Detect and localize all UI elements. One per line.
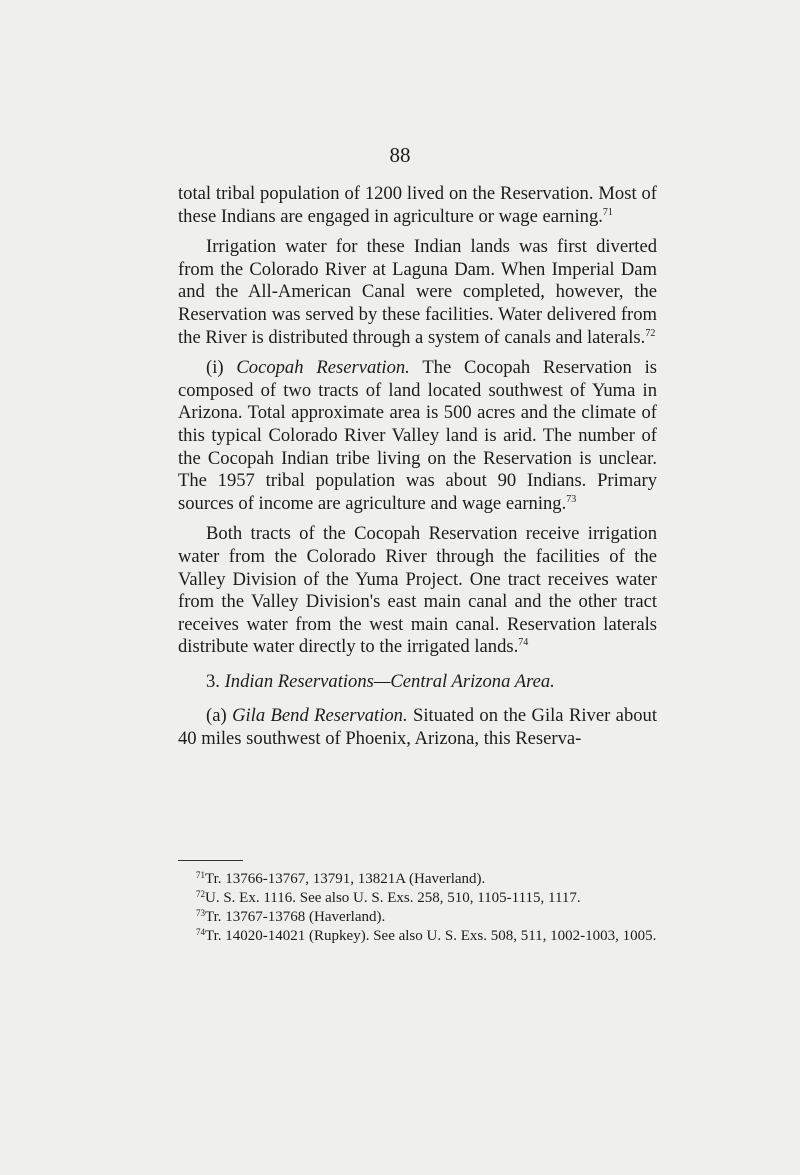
paragraph-3-title: Cocopah Reservation.: [236, 357, 410, 379]
footnote-71: [178, 870, 657, 889]
footnote-72: [178, 889, 657, 908]
paragraph-3: [178, 357, 657, 515]
footnote-71-text: Tr. 13766-13767, 13791, 13821A (Haverland).: [205, 871, 486, 887]
footnote-ref-71: 71: [602, 206, 613, 218]
footnote-74-number: 74: [196, 927, 205, 937]
paragraph-2-text: Irrigation water for these Indian lands was first diverted from the Colorado River at Laguna Dam. When Imperial Dam and the All-American Canal were completed, however, the Reservation was served by these facilities. Water delivered from the River is distributed through a system of canals and laterals.: [178, 236, 657, 348]
paragraph-1: [178, 183, 657, 228]
paragraph-2: [178, 236, 657, 349]
body-text: [178, 183, 657, 751]
footnote-72-text: U. S. Ex. 1116. See also U. S. Exs. 258, 510, 1105-1115, 1117.: [205, 890, 581, 906]
paragraph-4: [178, 523, 657, 659]
paragraph-4-text: Both tracts of the Cocopah Reservation receive irrigation water from the Colorado River through the facilities of the Valley Division of the Yuma Project. One tract receives water from the Valley Division's east main canal and the other tract receives water from the west main canal. Reservation laterals distribute water directly to the irrigated lands.: [178, 523, 657, 658]
footnote-ref-74: 74: [518, 637, 529, 649]
page-number: 88: [389, 143, 411, 167]
section-heading: [178, 671, 657, 694]
footnote-ref-73: 73: [566, 493, 577, 505]
section-title: Indian Reservations—Central Arizona Area.: [224, 670, 555, 692]
paragraph-5-title: Gila Bend Reservation.: [232, 705, 408, 727]
paragraph-3-label: (i): [206, 357, 224, 379]
paragraph-5-text: Situated on the Gila River about 40 miles southwest of Phoenix, Arizona, this Reserva-: [178, 705, 657, 750]
footnote-73-text: Tr. 13767-13768 (Haverland).: [205, 909, 386, 925]
paragraph-5: [178, 705, 657, 750]
section-number: 3.: [206, 670, 220, 692]
footnote-rule: [178, 860, 243, 861]
footnote-71-number: 71: [196, 870, 205, 880]
footnote-72-number: 72: [196, 889, 205, 899]
paragraph-3-text: The Cocopah Reservation is composed of two tracts of land located southwest of Yuma in Arizona. Total approximate area is 500 acres and the climate of this typical Colorado River Valley land is arid. The number of the Cocopah Indian tribe living on the Reservation is unclear. The 1957 tribal population was about 90 Indians. Primary sources of income are agriculture and wage earning.: [178, 357, 657, 514]
paragraph-5-label: (a): [206, 705, 227, 727]
footnote-73-number: 73: [196, 908, 205, 918]
footnotes: [178, 870, 657, 946]
footnote-74-text: Tr. 14020-14021 (Rupkey). See also U. S. Exs. 508, 511, 1002-1003, 1005.: [205, 928, 657, 944]
footnote-74: [178, 927, 657, 946]
footnote-ref-72: 72: [645, 327, 656, 339]
paragraph-1-text: total tribal population of 1200 lived on the Reservation. Most of these Indians are engaged in agriculture or wage earning.: [178, 183, 657, 227]
footnote-73: [178, 908, 657, 927]
